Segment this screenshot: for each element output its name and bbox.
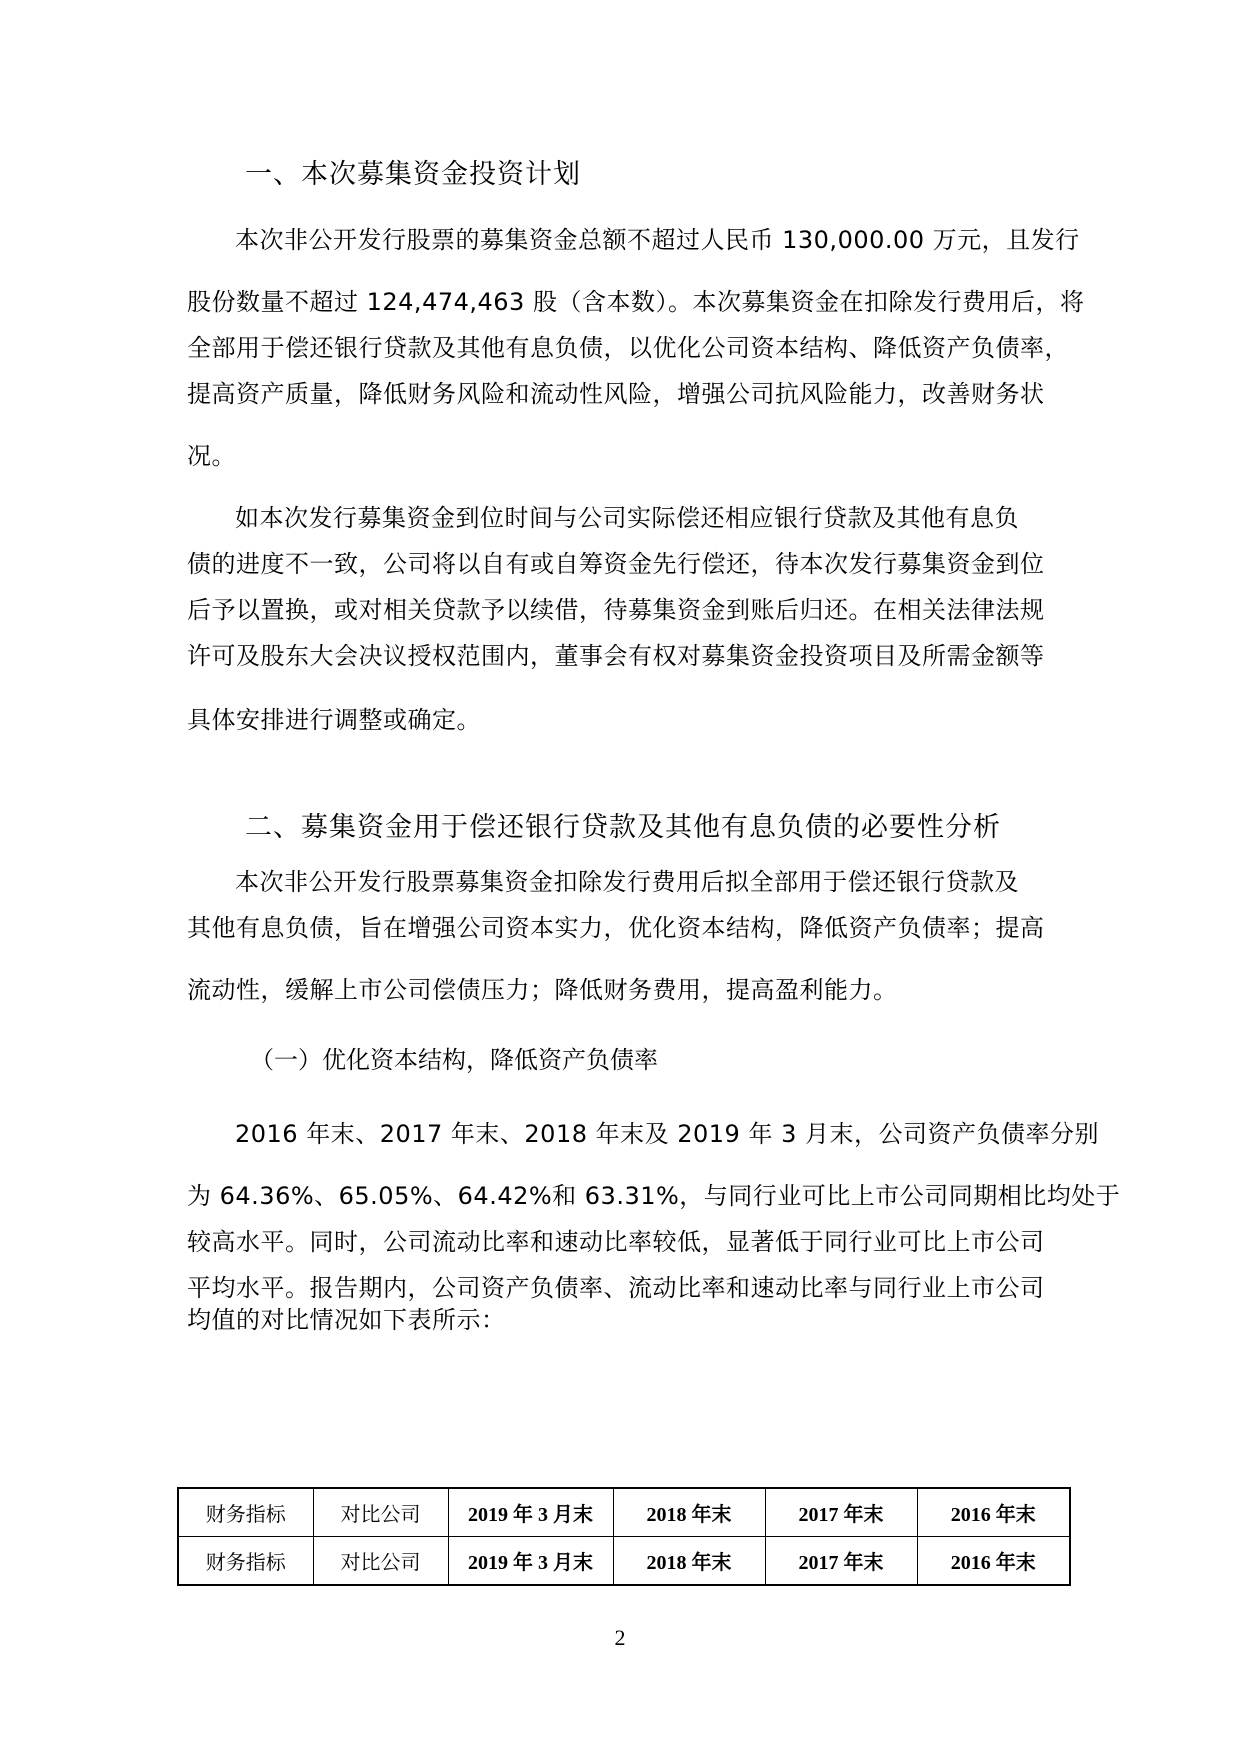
table-cell: 对比公司 (313, 1537, 448, 1586)
table-cell: 2017 年末 (765, 1488, 917, 1537)
table-header-row (178, 1488, 1070, 1537)
table-cell: 2017 年末 (765, 1537, 917, 1586)
page-number: 2 (614, 1625, 626, 1650)
paragraph-line: 其他有息负债，旨在增强公司资本实力，优化资本结构，降低资产负债率；提高 (187, 914, 1045, 942)
paragraph-line: 均值的对比情况如下表所示： (187, 1306, 506, 1334)
subsection-title: （一）优化资本结构，降低资产负债率 (250, 1046, 658, 1074)
paragraph-line: 后予以置换，或对相关贷款予以续借，待募集资金到账后归还。在相关法律法规 (187, 596, 1045, 624)
paragraph-line: 许可及股东大会决议授权范围内，董事会有权对募集资金投资项目及所需金额等 (187, 642, 1045, 670)
table-cell: 财务指标 (178, 1537, 313, 1586)
table-cell: 2016 年末 (917, 1488, 1070, 1537)
paragraph-line: 提高资产质量，降低财务风险和流动性风险，增强公司抗风险能力，改善财务状 (187, 380, 1045, 408)
section-2-heading: 二、募集资金用于偿还银行贷款及其他有息负债的必要性分析 (245, 812, 1001, 843)
table-header-row (178, 1537, 1070, 1586)
paragraph-line: 全部用于偿还银行贷款及其他有息负债，以优化公司资本结构、降低资产负债率， (187, 334, 1069, 362)
table-cell: 2019 年 3 月末 (448, 1488, 613, 1537)
financial-comparison-table (177, 1487, 1071, 1586)
paragraph-line: 本次非公开发行股票募集资金扣除发行费用后拟全部用于偿还银行贷款及 (235, 868, 1019, 896)
paragraph-line: 本次非公开发行股票的募集资金总额不超过人民币 130,000.00 万元，且发行 (235, 226, 1080, 254)
table-cell: 2018 年末 (613, 1488, 765, 1537)
table-cell: 2018 年末 (613, 1537, 765, 1586)
paragraph-line: 况。 (187, 442, 236, 470)
paragraph-line: 股份数量不超过 124,474,463 股（含本数）。本次募集资金在扣除发行费用后，将 (187, 288, 1085, 316)
table-cell: 2019 年 3 月末 (448, 1537, 613, 1586)
table-cell: 对比公司 (313, 1488, 448, 1537)
paragraph-line: 平均水平。报告期内，公司资产负债率、流动比率和速动比率与同行业上市公司 (187, 1274, 1045, 1302)
paragraph-line: 流动性，缓解上市公司偿债压力；降低财务费用，提高盈利能力。 (187, 976, 898, 1004)
paragraph-line: 2016 年末、2017 年末、2018 年末及 2019 年 3 月末，公司资产负债率分别 (235, 1120, 1099, 1148)
paragraph-line: 债的进度不一致，公司将以自有或自筹资金先行偿还，待本次发行募集资金到位 (187, 550, 1045, 578)
paragraph-line: 为 64.36%、65.05%、64.42%和 63.31%，与同行业可比上市公司同期相比均处于 (187, 1182, 1121, 1210)
table-cell: 财务指标 (178, 1488, 313, 1537)
paragraph-line: 如本次发行募集资金到位时间与公司实际偿还相应银行贷款及其他有息负 (235, 504, 1019, 532)
paragraph-line: 具体安排进行调整或确定。 (187, 706, 481, 734)
table-cell: 2016 年末 (917, 1537, 1070, 1586)
paragraph-line: 较高水平。同时，公司流动比率和速动比率较低，显著低于同行业可比上市公司 (187, 1228, 1045, 1256)
section-1-heading: 一、本次募集资金投资计划 (245, 159, 581, 190)
